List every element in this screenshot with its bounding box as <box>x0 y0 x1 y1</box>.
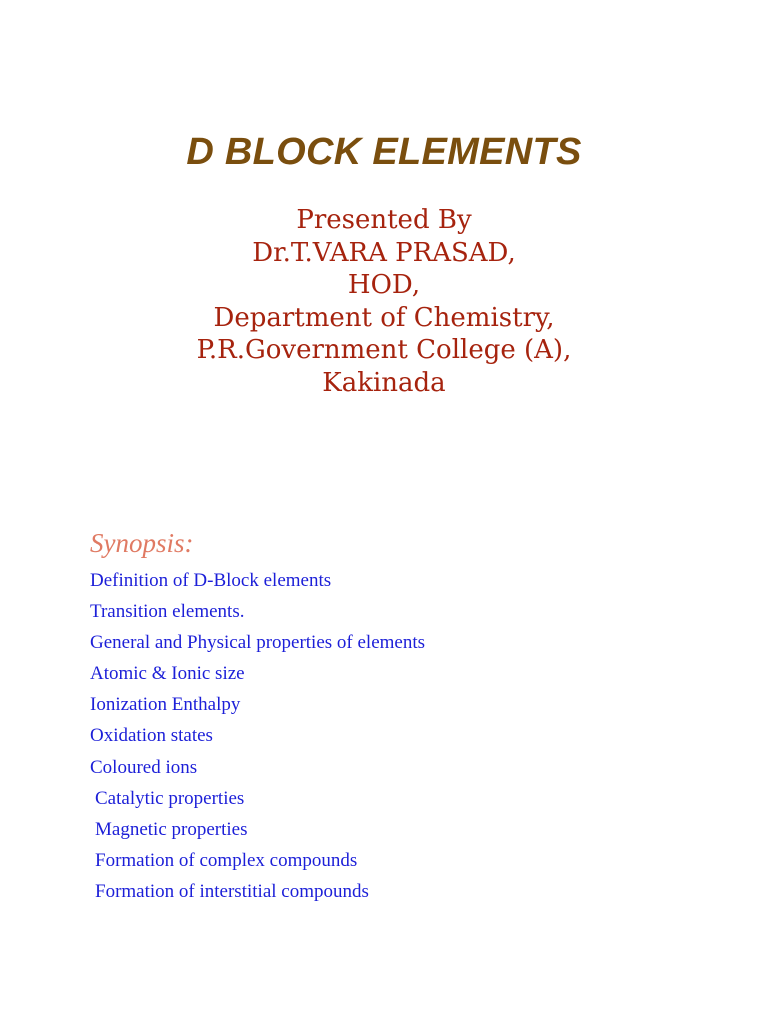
list-item: General and Physical properties of elements <box>90 632 426 654</box>
list-item: Oxidation states <box>90 725 213 747</box>
list-item: Transition elements. <box>90 601 245 623</box>
synopsis-list <box>90 565 425 907</box>
list-item: Ionization Enthalpy <box>90 694 241 716</box>
presenter-city: Kakinada <box>322 367 446 398</box>
list-item: Magnetic properties <box>95 818 248 840</box>
list-item: Formation of complex compounds <box>95 849 358 871</box>
presenter-name: Dr.T.VARA PRASAD, <box>252 237 516 268</box>
list-item: Coloured ions <box>90 756 198 778</box>
list-item: Formation of interstitial compounds <box>95 880 369 902</box>
synopsis-heading: Synopsis: <box>90 528 194 558</box>
presenter-line: Presented By <box>296 205 472 235</box>
presenter-college: P.R.Government College (A), <box>196 335 572 365</box>
document-title: D BLOCK ELEMENTS <box>186 131 582 173</box>
list-item: Catalytic properties <box>95 787 245 809</box>
list-item: Atomic & Ionic size <box>90 663 245 685</box>
list-item: Definition of D-Block elements <box>90 570 332 591</box>
presenter-department: Department of Chemistry, <box>213 302 555 333</box>
presenter-block <box>0 204 768 399</box>
presenter-position: HOD, <box>347 270 421 300</box>
